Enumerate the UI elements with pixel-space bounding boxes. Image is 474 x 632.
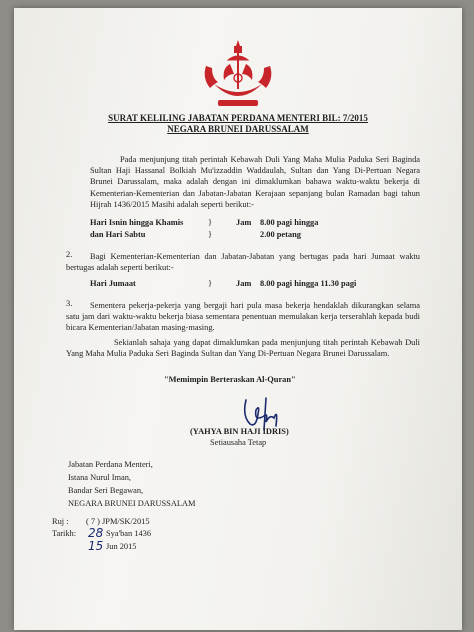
schedule-day-2: dan Hari Sabtu	[90, 230, 146, 239]
paragraph-3-number: 3.	[66, 299, 73, 308]
paragraph-3: Sementera pekerja-pekerja yang bergaji hari pula masa bekerja hendaklah dikurangkan selama satu jam dari waktu-waktu bekerja biasa sementara penentuan memulakan kerja terserahlah kepada budi bicara Kementerian/Jabatan masing-masing.	[66, 301, 420, 333]
paragraph-4: Sekianlah sahaja yang dapat dimaklumkan pada menjunjung titah perintah Kebawah Duli Yang Maha Mulia Paduka Seri Baginda Sultan dan Yang Di-Pertuan Negara Brunei Darussalam.	[66, 338, 420, 359]
letter-title-line1: SURAT KELILING JABATAN PERDANA MENTERI BIL: 7/2015	[108, 113, 368, 123]
signatory-position: Setiausaha Tetap	[210, 438, 267, 447]
address-line-4: NEGARA BRUNEI DARUSSALAM	[68, 499, 196, 508]
hijri-month: Sya'ban 1436	[106, 529, 152, 538]
schedule-time-2: 2.00 petang	[260, 230, 301, 239]
paragraph-2: Bagi Kementerian-Kementerian dan Jabatan-Jabatan yang bertugas pada hari Jumaat waktu bertugas adalah seperti berikut:-	[66, 252, 420, 273]
schedule-bracket-2: }	[208, 230, 213, 239]
address-line-2: Istana Nurul Iman,	[68, 473, 132, 482]
reference-value: ( 7 ) JPM/SK/2015	[86, 517, 150, 526]
schedule-day-1: Hari Isnin hingga Khamis	[90, 218, 184, 227]
paragraph-1: Pada menjunjung titah perintah Kebawah Duli Yang Maha Mulia Paduka Seri Baginda Sultan Haji Hassanal Bolkiah Mu'izzaddin Waddaulah, Sultan dan Yang Di-Pertuan Negara Brunei Darussalam, maka adalah dengan ini dimaklumkan bahawa waktu-waktu bekerja di Kementerian-Kementerian dan Jabatan-Jabatan Kerajaan sepanjang bulan Ramadan bagi tahun Hijrah 1436/2015 Masihi adalah seperti berikut:-	[90, 155, 420, 209]
schedule-time-1: 8.00 pagi hingga	[260, 218, 319, 227]
schedule-label-1: Jam	[236, 218, 252, 227]
reference-label: Ruj :	[52, 517, 69, 526]
date-label: Tarikh:	[52, 529, 77, 538]
document-page	[14, 8, 462, 630]
gregorian-month: Jun 2015	[106, 542, 137, 551]
address-line-3: Bandar Seri Begawan,	[68, 486, 144, 495]
motto: "Memimpin Berteraskan Al-Quran"	[164, 375, 296, 384]
brunei-crest-emblem	[200, 38, 276, 114]
paragraph-2-number: 2.	[66, 250, 73, 259]
gregorian-day-handwritten: 15	[88, 539, 104, 553]
letter-title-line2: NEGARA BRUNEI DARUSSALAM	[167, 124, 309, 134]
hijri-day-handwritten: 28	[88, 526, 104, 540]
schedule-friday-day: Hari Jumaat	[90, 279, 136, 288]
schedule-bracket-1: }	[208, 218, 213, 227]
address-line-1: Jabatan Perdana Menteri,	[68, 460, 153, 469]
schedule-friday-bracket: }	[208, 279, 213, 288]
signatory-name: (YAHYA BIN HAJI IDRIS)	[190, 427, 289, 436]
schedule-friday-time: 8.00 pagi hingga 11.30 pagi	[260, 279, 357, 288]
schedule-friday-label: Jam	[236, 279, 252, 288]
